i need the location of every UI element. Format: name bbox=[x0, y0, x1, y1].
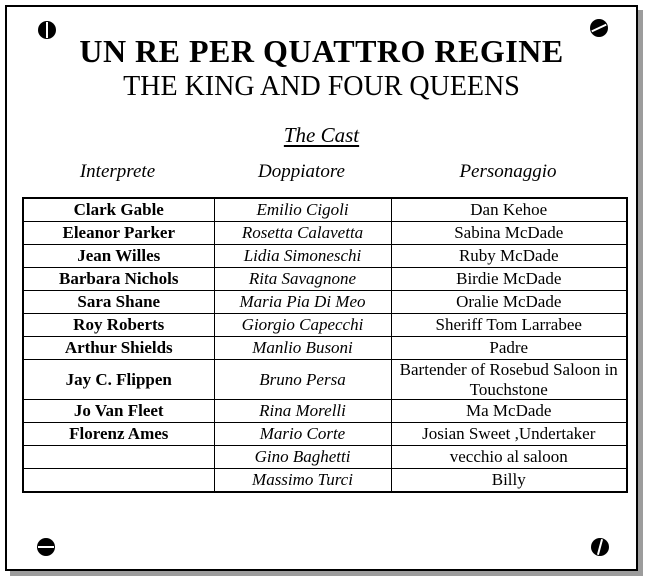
table-row bbox=[23, 291, 627, 314]
table-row bbox=[23, 337, 627, 360]
cell-doppiatore: Maria Pia Di Meo bbox=[214, 291, 391, 314]
column-header-doppiatore: Doppiatore bbox=[258, 161, 345, 182]
cell-doppiatore: Rosetta Calavetta bbox=[214, 222, 391, 245]
cell-interprete: Jay C. Flippen bbox=[23, 360, 214, 400]
column-header-personaggio: Personaggio bbox=[459, 161, 557, 182]
table-row bbox=[23, 360, 627, 400]
cell-personaggio: Oralie McDade bbox=[391, 291, 627, 314]
title-english: THE KING AND FOUR QUEENS bbox=[123, 71, 520, 102]
table-row bbox=[23, 446, 627, 469]
cast-table bbox=[22, 197, 628, 493]
table-row bbox=[23, 245, 627, 268]
screw-icon-bottom-right bbox=[591, 538, 609, 556]
cell-doppiatore: Emilio Cigoli bbox=[214, 198, 391, 222]
screw-slot bbox=[591, 24, 606, 33]
cell-interprete: Florenz Ames bbox=[23, 423, 214, 446]
screw-icon-bottom-left bbox=[37, 538, 55, 556]
cell-interprete: Barbara Nichols bbox=[23, 268, 214, 291]
table-row bbox=[23, 198, 627, 222]
cell-personaggio: Dan Kehoe bbox=[391, 198, 627, 222]
cell-doppiatore: Lidia Simoneschi bbox=[214, 245, 391, 268]
cell-interprete bbox=[23, 446, 214, 469]
cell-interprete: Arthur Shields bbox=[23, 337, 214, 360]
cell-doppiatore: Gino Baghetti bbox=[214, 446, 391, 469]
cell-personaggio: Billy bbox=[391, 469, 627, 493]
cell-doppiatore: Mario Corte bbox=[214, 423, 391, 446]
column-header-interprete: Interprete bbox=[79, 161, 156, 182]
cell-doppiatore: Manlio Busoni bbox=[214, 337, 391, 360]
cell-interprete: Eleanor Parker bbox=[23, 222, 214, 245]
cell-doppiatore: Giorgio Capecchi bbox=[214, 314, 391, 337]
cell-personaggio: Ruby McDade bbox=[391, 245, 627, 268]
cell-interprete: Jo Van Fleet bbox=[23, 400, 214, 423]
cast-list-plaque bbox=[5, 5, 638, 571]
cell-interprete: Roy Roberts bbox=[23, 314, 214, 337]
cell-interprete bbox=[23, 469, 214, 493]
cell-doppiatore: Rina Morelli bbox=[214, 400, 391, 423]
cell-personaggio: vecchio al saloon bbox=[391, 446, 627, 469]
cell-doppiatore: Bruno Persa bbox=[214, 360, 391, 400]
screw-slot bbox=[38, 546, 54, 548]
cell-personaggio: Sabina McDade bbox=[391, 222, 627, 245]
cell-personaggio: Padre bbox=[391, 337, 627, 360]
table-row bbox=[23, 423, 627, 446]
cell-interprete: Sara Shane bbox=[23, 291, 214, 314]
section-title bbox=[7, 123, 636, 148]
cell-personaggio: Birdie McDade bbox=[391, 268, 627, 291]
cell-interprete: Clark Gable bbox=[23, 198, 214, 222]
column-headers bbox=[22, 161, 626, 183]
cell-interprete: Jean Willes bbox=[23, 245, 214, 268]
table-row bbox=[23, 222, 627, 245]
cell-personaggio: Bartender of Rosebud Saloon in Touchstone bbox=[391, 360, 627, 400]
cell-personaggio: Ma McDade bbox=[391, 400, 627, 423]
table-row bbox=[23, 314, 627, 337]
table-row bbox=[23, 268, 627, 291]
screw-slot bbox=[597, 539, 603, 555]
section-title-text: The Cast bbox=[283, 123, 360, 147]
cell-doppiatore: Massimo Turci bbox=[214, 469, 391, 493]
cell-doppiatore: Rita Savagnone bbox=[214, 268, 391, 291]
table-row bbox=[23, 400, 627, 423]
table-row bbox=[23, 469, 627, 493]
title-italian: UN RE PER QUATTRO REGINE bbox=[79, 33, 564, 69]
cell-personaggio: Sheriff Tom Larrabee bbox=[391, 314, 627, 337]
cell-personaggio: Josian Sweet ,Undertaker bbox=[391, 423, 627, 446]
